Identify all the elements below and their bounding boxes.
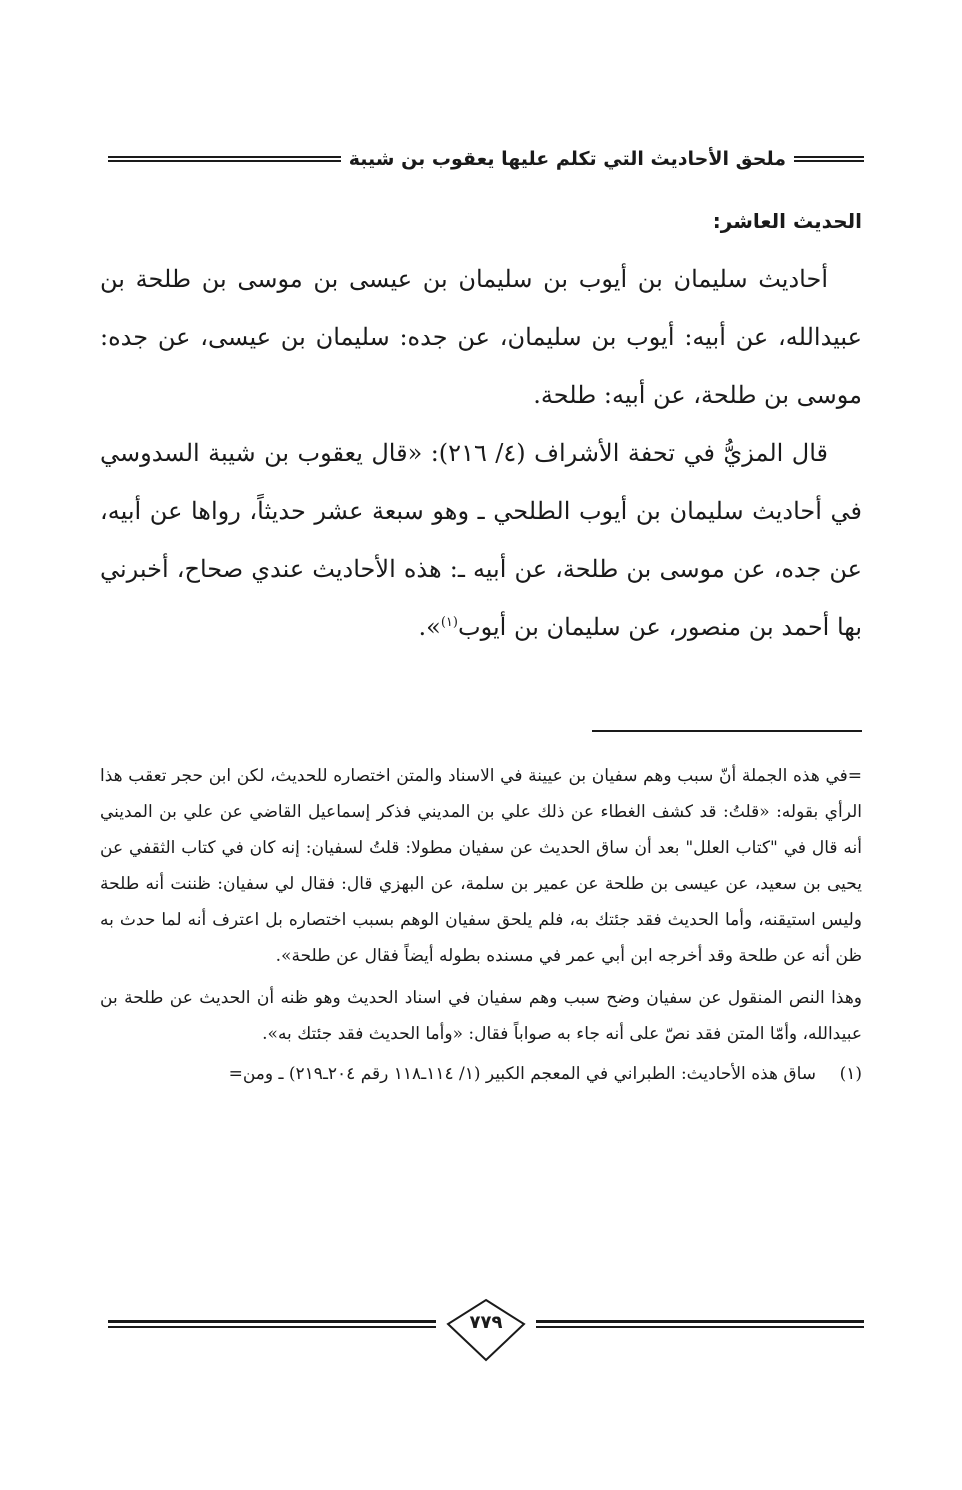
footnote-continued: =في هذه الجملة أنّ سبب وهم سفيان بن عيينة في الاسناد والمتن اختصاره للحديث، لكن ابن حجر تعقب هذا الرأي بقوله: «قلتُ: قد كشف الغطاء عن ذلك علي بن المديني فذكر إسماعيل القاضي عن علي بن المديني أنه قال في "كتاب العلل" بعد أن ساق الحديث عن سفيان مطولا: قلتُ لسفيان: إنه كان في كتاب الثقفي عن يحيى بن سعيد، عن عيسى بن طلحة عن عمير بن سلمة، عن البهزي قال: فقال لي سفيان: ظننت أنه طلحة وليس استيقنه، وأما الحديث فقد جئتك به، فلم يلحق سفيان الوهم بسبب اختصاره بل اعترف أنه لما حدث به ظن أنه عن طلحة وقد أخرجه ابن أبي عمر في مسنده بطوله أيضاً فقال عن طلحة». — [100, 766, 862, 966]
paragraph-2-end: ». — [418, 613, 441, 641]
footnote-1 — [100, 1056, 862, 1092]
footnote-1-number: (١) — [839, 1064, 862, 1084]
main-text — [100, 206, 862, 656]
footnote-ref: (١) — [440, 615, 458, 630]
paragraph-1: أحاديث سليمان بن أيوب بن سليمان بن عيسى بن موسى بن طلحة بن عبيدالله، عن أبيه: أيوب بن سليمان، عن جده: سليمان بن عيسى، عن جده: موسى بن طلحة، عن أبيه: طلحة. — [100, 265, 862, 409]
footer-rule-right — [536, 1320, 864, 1328]
section-title: الحديث العاشر: — [712, 209, 862, 233]
header-rule-left — [108, 156, 341, 162]
page-number: ٧٧٩ — [469, 1312, 503, 1333]
footnote-1-text: ساق هذه الأحاديث: الطبراني في المعجم الكبير (١/ ١١٤ـ١١٨ رقم ٢٠٤ـ٢١٩) ـ ومن= — [228, 1064, 816, 1084]
header-rule-right — [794, 156, 864, 162]
running-header-title: ملحق الأحاديث التي تكلم عليها يعقوب بن شيبة — [348, 148, 786, 170]
paragraph-2-text: قال المزيُّ في تحفة الأشراف (٤/ ٢١٦): «قال يعقوب بن شيبة السدوسي في أحاديث سليمان بن أيوب الطلحي ـ وهو سبعة عشر حديثاً، رواها عن أبيه، عن جده، عن موسى بن طلحة، عن أبيه ـ: هذه الأحاديث عندي صحاح، أخبرني بها أحمد بن منصور، عن سليمان بن أيوب — [100, 439, 863, 641]
running-header — [108, 146, 864, 172]
footnotes — [100, 758, 862, 1092]
paragraph-2 — [100, 424, 862, 656]
footnote-separator — [592, 730, 862, 732]
footnote-note-2: وهذا النص المنقول عن سفيان وضح سبب وهم سفيان في اسناد الحديث وهو ظنه أن الحديث عن طلحة بن عبيدالله، وأمّا المتن فقد نصّ على أنه جاء به صواباً فقال: «وأما الحديث فقد جئتك به». — [100, 988, 862, 1044]
footer-rule-left — [108, 1320, 436, 1328]
page-footer — [108, 1296, 864, 1366]
